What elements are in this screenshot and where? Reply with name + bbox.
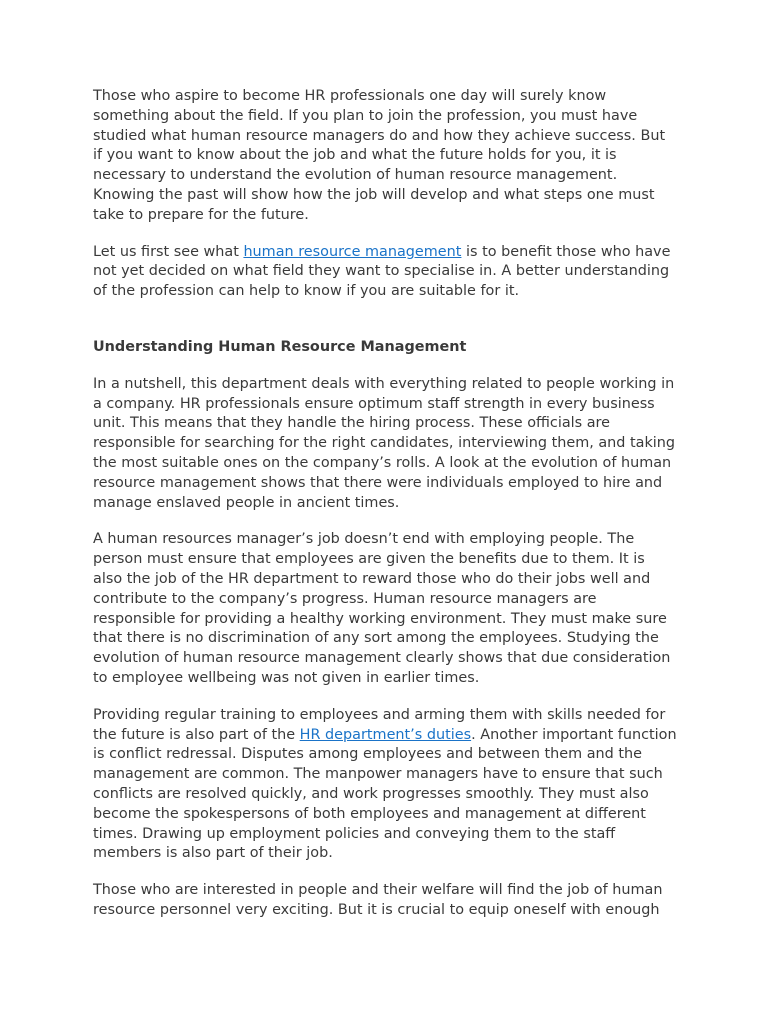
article-body [93, 87, 678, 921]
training-text-after: . Another important function is conflict redressal. Disputes among employees and between them and the management are common. The manpower managers have to ensure that such conflicts are resolved quickly, and work progresses smoothly. They must also become the spokespersons of both employees and management at different times. Drawing up employment policies and conveying them to the staff members is also part of their job. [93, 726, 677, 862]
definition-paragraph [93, 243, 678, 302]
intro-paragraph: Those who aspire to become HR professionals one day will surely know something about the field. If you plan to join the profession, you must have studied what human resource managers do and how they achieve success. But if you want to know about the job and what the future holds for you, it is necessary to understand the evolution of human resource management. Knowing the past will show how the job will develop and what steps one must take to prepare for the future. [93, 88, 666, 223]
definition-text-before: Let us first see what [93, 243, 244, 260]
manager-job-paragraph: A human resources manager’s job doesn’t end with employing people. The person must ensure that employees are given the benefits due to them. It is also the job of the HR department to reward those who do their jobs well and contribute to the company’s progress. Human resource managers are responsible for providing a healthy working environment. They must make sure that there is no discrimination of any sort among the employees. Studying the evolution of human resource management clearly shows that due consideration to employee wellbeing was not given in earlier times. [93, 531, 671, 686]
training-paragraph [93, 706, 678, 864]
training-text-before: Providing regular training to employees and arming them with skills needed for the future is also part of the [93, 706, 666, 743]
section-heading: Understanding Human Resource Management [93, 338, 467, 355]
closing-paragraph: Those who are interested in people and their welfare will find the job of human resource personnel very exciting. But it is crucial to equip oneself with enough [93, 882, 663, 918]
hrm-link[interactable]: human resource management [243, 243, 462, 260]
definition-text-after: is to benefit those who have not yet decided on what field they want to specialise in. A better understanding of the profession can help to know if you are suitable for it. [93, 243, 671, 300]
nutshell-paragraph: In a nutshell, this department deals with everything related to people working in a company. HR professionals ensure optimum staff strength in every business unit. This means that they handle the hiring process. These officials are responsible for searching for the right candidates, interviewing them, and taking the most suitable ones on the company’s rolls. A look at the evolution of human resource management shows that there were individuals employed to hire and manage enslaved people in ancient times. [93, 375, 676, 511]
hr-duties-link[interactable]: HR department’s duties [299, 726, 472, 743]
